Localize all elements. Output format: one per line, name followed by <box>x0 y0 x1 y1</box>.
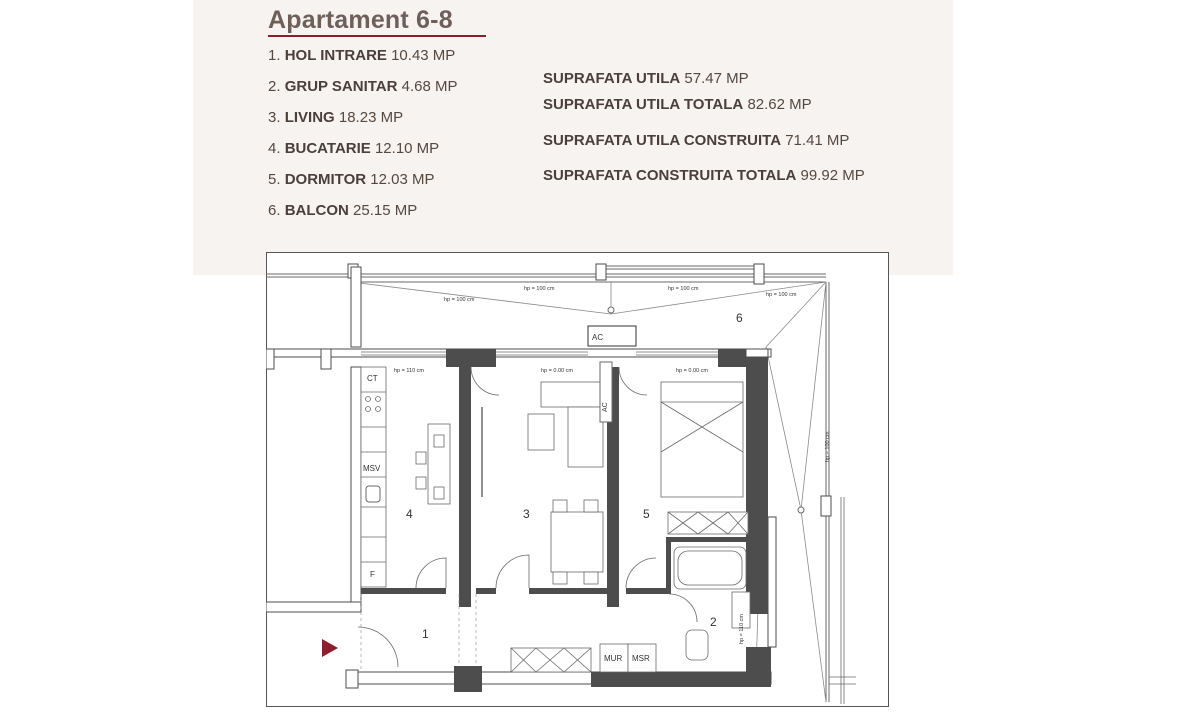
room-area: 10.43 MP <box>391 47 456 64</box>
totals-list <box>543 68 865 191</box>
corner-column <box>746 647 771 687</box>
mur-label: MUR <box>604 654 623 663</box>
total-name: SUPRAFATA UTILA TOTALA <box>543 96 744 113</box>
room-number: 1. <box>268 47 281 64</box>
room-number-3: 3 <box>523 507 530 521</box>
msv-label: MSV <box>363 464 381 473</box>
room-area: 12.10 MP <box>374 140 440 157</box>
room-number: 2. <box>268 78 281 95</box>
total-name: SUPRAFATA UTILA CONSTRUITA <box>543 132 782 149</box>
living-bottom-wall-stub <box>476 588 496 594</box>
room-item <box>268 169 458 200</box>
room-area: 12.03 MP <box>370 171 435 188</box>
room-number-1: 1 <box>422 627 429 641</box>
light-point <box>608 307 614 313</box>
hp-note: hp = 100 cm <box>766 292 797 298</box>
room-area: 25.15 MP <box>353 202 418 219</box>
right-wall-column <box>768 517 776 647</box>
hp-note-vertical: hp = 110 cm <box>739 613 745 644</box>
room-name: HOL INTRARE <box>284 47 387 64</box>
room-name: BUCATARIE <box>284 140 371 157</box>
total-area: 82.62 MP <box>747 96 812 113</box>
floor-plan-drawing <box>266 252 889 707</box>
indoor-ac <box>600 362 612 422</box>
room-number-2: 2 <box>710 615 717 629</box>
total-item <box>543 130 865 165</box>
room-number: 4. <box>268 140 281 157</box>
hp-note: hp = 0.00 cm <box>676 368 708 374</box>
total-item <box>543 68 865 94</box>
hp-note: hp = 110 cm <box>394 368 425 374</box>
fridge-label: F <box>370 570 375 579</box>
wall-column <box>351 267 361 347</box>
room-item <box>268 200 458 231</box>
room-item <box>268 45 458 76</box>
kitchen-bottom-wall <box>361 588 446 594</box>
room-number-4: 4 <box>406 507 413 521</box>
bottom-wall-dark <box>591 672 771 687</box>
room-number-5: 5 <box>643 507 650 521</box>
total-area: 99.92 MP <box>800 167 865 184</box>
room-number: 3. <box>268 109 281 126</box>
room-list <box>268 45 458 231</box>
room-area: 4.68 MP <box>401 78 458 95</box>
indoor-ac-label: AC <box>602 402 609 412</box>
total-name: SUPRAFATA UTILA <box>543 70 681 87</box>
hp-note: hp = 100 cm <box>444 297 475 303</box>
kitchen-outer-wall <box>351 367 361 605</box>
bathroom-left-wall <box>666 537 671 594</box>
railing-post <box>821 496 831 516</box>
apartment-title: Apartament 6-8 <box>268 6 453 34</box>
total-area: 71.41 MP <box>785 132 850 149</box>
bottom-column <box>454 666 482 692</box>
total-name: SUPRAFATA CONSTRUITA TOTALA <box>543 167 797 184</box>
room-number: 5. <box>268 171 281 188</box>
room-number: 6. <box>268 202 281 219</box>
room-number-6: 6 <box>736 311 743 325</box>
right-wall <box>746 349 768 614</box>
entry-left-wall <box>266 602 361 612</box>
hp-note: hp = 100 cm <box>668 286 699 292</box>
railing-post <box>596 264 606 280</box>
room-name: BALCON <box>284 202 349 219</box>
kitchen-counter <box>361 367 386 587</box>
right-wall-cap <box>746 349 768 357</box>
room-name: LIVING <box>284 109 335 126</box>
title-underline <box>268 35 486 37</box>
hp-note: hp = 100 cm <box>524 286 555 292</box>
room-name: DORMITOR <box>284 171 367 188</box>
living-bottom-wall <box>529 588 611 594</box>
light-point <box>798 507 804 513</box>
partition-kitchen-living <box>459 367 471 607</box>
bathroom-top-wall <box>666 537 751 542</box>
total-item <box>543 94 865 130</box>
total-item <box>543 165 865 191</box>
msr-label: MSR <box>632 654 650 663</box>
room-name: GRUP SANITAR <box>284 78 398 95</box>
sink <box>366 486 380 502</box>
hp-note: hp = 0.00 cm <box>541 368 573 374</box>
room-area: 18.23 MP <box>338 109 404 126</box>
room-item <box>268 107 458 138</box>
floor-plan <box>266 252 889 707</box>
room-item <box>268 76 458 107</box>
ct-label: CT <box>367 374 378 383</box>
room-item <box>268 138 458 169</box>
entry-post <box>346 670 358 688</box>
ac-label: AC <box>592 333 604 342</box>
railing-post <box>754 264 764 284</box>
hp-note-vertical: hp = 100 cm <box>825 431 831 462</box>
bedroom-bottom-wall <box>626 588 666 594</box>
total-area: 57.47 MP <box>684 70 749 87</box>
